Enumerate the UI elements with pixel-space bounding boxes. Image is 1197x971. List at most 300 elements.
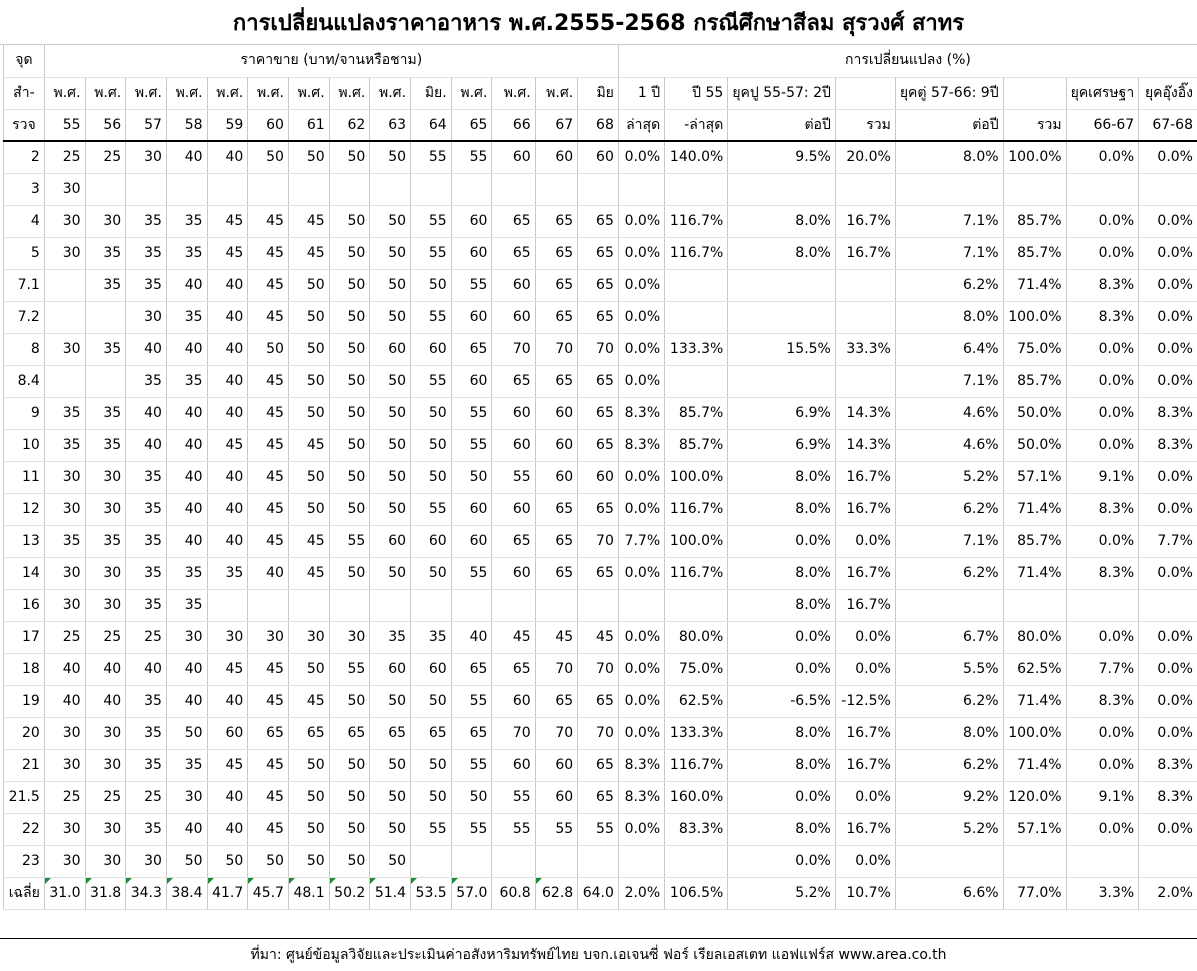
average-row [4,877,1197,909]
table-row-cell: 0.0% [1139,461,1197,493]
table-row-cell: 50 [370,493,411,525]
table-row-cell: 50 [329,365,370,397]
table-row-cell: 0.0% [1139,141,1197,173]
table-row-cell: 60 [492,493,535,525]
average-row-cell: 31.0 [44,877,85,909]
table-row-cell: 20.0% [835,141,895,173]
average-row-cell: 5.2% [728,877,836,909]
table-row-cell: 133.3% [665,717,728,749]
table-row-cell: 45 [248,493,289,525]
table-row-cell [288,173,329,205]
table-row-cell: 30 [126,141,167,173]
header-row-3-cell: ต่อปี [895,109,1003,141]
table-row-cell: 55 [411,493,452,525]
header-row-3-cell: 63 [370,109,411,141]
table-row-cell: 45 [288,429,329,461]
table-row-cell: 50 [207,845,248,877]
table-row-cell: 50 [411,397,452,429]
table-row-cell: 40 [207,141,248,173]
table-row-cell: 55 [411,365,452,397]
table-row-cell: 50 [329,333,370,365]
table-row-cell: 50 [370,685,411,717]
table-row-cell: 50 [288,333,329,365]
table-row-cell: 50 [288,749,329,781]
table-row-cell: 70 [578,717,619,749]
table-row-cell: 35 [370,621,411,653]
average-row-cell: 31.8 [85,877,126,909]
table-row-cell [728,365,836,397]
table-row-cell: 0.0% [618,685,664,717]
table-row-cell: 0.0% [1066,333,1139,365]
table-row-cell: 30 [85,493,126,525]
table-row-cell: 50 [411,429,452,461]
table-row-cell: 8.3% [1139,429,1197,461]
table-row-cell: 50.0% [1003,397,1066,429]
table-row-cell: 65 [492,205,535,237]
table-row-cell: 116.7% [665,749,728,781]
table-row-cell: 8.3% [1066,301,1139,333]
table-row-cell: 85.7% [1003,525,1066,557]
table-row-cell: 45 [248,301,289,333]
table-row-cell: 65 [578,429,619,461]
table-row-cell: 25 [44,621,85,653]
header-row-2-cell: พ.ศ. [329,77,370,109]
table-row-cell: 0.0% [835,621,895,653]
table-row-cell: 0.0% [1066,525,1139,557]
table-row [4,781,1197,813]
table-row-cell: 40 [44,653,85,685]
table-row-cell: 50 [411,685,452,717]
table-row-cell: 7.1% [895,365,1003,397]
table-row-cell: 35 [44,525,85,557]
error-marker-icon [289,878,295,884]
table-row-cell: 0.0% [728,781,836,813]
table-row-cell: 70 [535,333,577,365]
table-row-cell [85,365,126,397]
table-row [4,173,1197,205]
header-row-2-cell: พ.ศ. [248,77,289,109]
table-row-cell [1066,173,1139,205]
table-row-cell [665,589,728,621]
table-row-cell: 60 [492,429,535,461]
table-row-cell: 60 [535,141,577,173]
table-row-cell: 8.3% [1066,557,1139,589]
table-row-cell: 30 [85,461,126,493]
table-row-cell: 100.0% [665,525,728,557]
table-row-cell: 45 [207,237,248,269]
table-row-cell: 60 [451,493,492,525]
table-row-cell [835,269,895,301]
table-row-cell: 55 [411,813,452,845]
table-row-cell: 8 [4,333,45,365]
table-row-cell: 60 [535,781,577,813]
table-row-cell: 50 [288,365,329,397]
table-row-cell: 30 [288,621,329,653]
table-row-cell: 65 [578,365,619,397]
table-row-cell [207,173,248,205]
average-row-cell: 51.4 [370,877,411,909]
table-row-cell [451,589,492,621]
table-row-cell: 40 [207,525,248,557]
table-row-cell: 71.4% [1003,557,1066,589]
table-row-cell: 65 [578,269,619,301]
table-row-cell [1066,845,1139,877]
table-row-cell: 65 [535,237,577,269]
table-row [4,685,1197,717]
table-row-cell: 30 [44,173,85,205]
table-row-cell: 0.0% [618,365,664,397]
table-row-cell: 12 [4,493,45,525]
table-row-cell: 0.0% [1066,237,1139,269]
table-row-cell: 35 [126,557,167,589]
table-row-cell: 30 [85,813,126,845]
table-row-cell: 65 [578,685,619,717]
table-row-cell: 50 [370,461,411,493]
table-row-cell: 55 [492,461,535,493]
table-row-cell: 116.7% [665,493,728,525]
table-row-cell: 40 [207,461,248,493]
table-row-cell: 30 [44,493,85,525]
table-row-cell: 55 [451,749,492,781]
table-row-cell: 0.0% [728,525,836,557]
table-row-cell: 35 [44,397,85,429]
table-row-cell: 60 [535,397,577,429]
table-row-cell [248,173,289,205]
table-row-cell: 60 [492,557,535,589]
table-row-cell: 65 [578,781,619,813]
table-row-cell: 8.0% [728,717,836,749]
table-row-cell: 60 [411,333,452,365]
table-row-cell: 50 [329,685,370,717]
table-row-cell: 70 [578,653,619,685]
table-row-cell: 8.0% [728,589,836,621]
average-row-cell: 77.0% [1003,877,1066,909]
table-row-cell: 60 [535,461,577,493]
average-row-cell: 2.0% [618,877,664,909]
header-row-3-cell: 65 [451,109,492,141]
table-row-cell: 65 [329,717,370,749]
table-row-cell: 116.7% [665,557,728,589]
table-row-cell: 14 [4,557,45,589]
table-row-cell: 60 [492,397,535,429]
table-row-cell: 50 [370,429,411,461]
table-row-cell: 55 [451,397,492,429]
table-row-cell [535,173,577,205]
table-row-cell: 35 [85,525,126,557]
table-row-cell: 30 [44,749,85,781]
header-row-3-cell: 61 [288,109,329,141]
error-marker-icon [86,878,92,884]
header-row-2-cell: พ.ศ. [535,77,577,109]
table-row-cell: 19 [4,685,45,717]
table-row-cell: 65 [370,717,411,749]
table-row-cell: 8.3% [618,397,664,429]
table-row-cell: 55 [451,685,492,717]
table-row-cell: 40 [451,621,492,653]
table-row-cell: 0.0% [618,237,664,269]
header-row-2-cell: พ.ศ. [85,77,126,109]
table-row [4,429,1197,461]
table-row-cell: 8.0% [895,301,1003,333]
table-row-cell: 45 [248,813,289,845]
table-row-cell [492,589,535,621]
table-row-cell: 71.4% [1003,749,1066,781]
header-row-3-cell: 55 [44,109,85,141]
table-row-cell [665,365,728,397]
table-row-cell: 71.4% [1003,269,1066,301]
header-row-2-cell: ยุคตู่ 57-66: 9ปี [895,77,1003,109]
table-row-cell: 65 [578,493,619,525]
table-row-cell: 21 [4,749,45,781]
table-row-cell: 60 [578,141,619,173]
table-row-cell: 60 [492,685,535,717]
table-row-cell: 7.7% [1139,525,1197,557]
table-row-cell: 5 [4,237,45,269]
table-row-cell: 16.7% [835,813,895,845]
table-row-cell: 70 [535,653,577,685]
table-row-cell: 18 [4,653,45,685]
table-row-cell: 0.0% [1139,813,1197,845]
table-row-cell [835,365,895,397]
table-row-cell: 8.0% [728,205,836,237]
table-row-cell: 8.0% [728,557,836,589]
table-row [4,461,1197,493]
average-row-cell: 41.7 [207,877,248,909]
table-row-cell: 35 [126,749,167,781]
table-row-cell: 0.0% [618,557,664,589]
table-row-cell: 85.7% [1003,205,1066,237]
table-row-cell: 45 [578,621,619,653]
table-row-cell: 40 [126,653,167,685]
table-row-cell [1003,845,1066,877]
table-row-cell: 0.0% [835,781,895,813]
table-row-cell: 40 [166,493,207,525]
table-row-cell: 40 [207,813,248,845]
table-row-cell: 16.7% [835,461,895,493]
table-row-cell: 8.3% [1066,493,1139,525]
table-row-cell: 8.0% [728,493,836,525]
table-row-cell: 25 [126,781,167,813]
header-row-3-cell: 66 [492,109,535,141]
table-row-cell: 40 [248,557,289,589]
table-row-cell: 60 [535,749,577,781]
table-row-cell [728,301,836,333]
table-row-cell [578,173,619,205]
table-row-cell: 0.0% [1139,237,1197,269]
table-row-cell [370,173,411,205]
table-row-cell: 50 [370,845,411,877]
table-row-cell: 60 [411,653,452,685]
table-row-cell: 7.2 [4,301,45,333]
table-row-cell: 100.0% [1003,301,1066,333]
table-row-cell [126,173,167,205]
table-row-cell: 8.3% [1066,685,1139,717]
header-row-2-cell [835,77,895,109]
table-row-cell: 65 [578,237,619,269]
table-row-cell: 60 [451,205,492,237]
table-row-cell: 50 [370,397,411,429]
table-row-cell: 50 [411,781,452,813]
table-row-cell: 8.3% [618,781,664,813]
table-row-cell: 45 [207,205,248,237]
table-row-cell: 22 [4,813,45,845]
table-row-cell: 30 [85,749,126,781]
table-row-cell [1139,845,1197,877]
table-row-cell: 0.0% [835,653,895,685]
header-row-3-cell: รวม [835,109,895,141]
table-row-cell: 60 [535,429,577,461]
price-table [3,44,1197,910]
table-row-cell [1066,589,1139,621]
table-row-cell: 0.0% [835,525,895,557]
table-row-cell: 50 [329,461,370,493]
table-row-cell: 75.0% [1003,333,1066,365]
table-row-cell: 0.0% [728,653,836,685]
table-row-cell [578,845,619,877]
table-row-cell: 55 [411,141,452,173]
table-row-cell: 65 [578,301,619,333]
table-row-cell: 65 [451,653,492,685]
table-row-cell: 0.0% [1139,717,1197,749]
table-row-cell: 0.0% [1139,333,1197,365]
table-row-cell: 60 [492,749,535,781]
table-row [4,333,1197,365]
table-row-cell: 45 [535,621,577,653]
table-row-cell: 40 [166,813,207,845]
table-row [4,717,1197,749]
table-row-cell: 16.7% [835,237,895,269]
table-row [4,525,1197,557]
table-row-cell: 0.0% [1066,813,1139,845]
table-row-cell: 30 [44,813,85,845]
table-row-cell: 55 [451,813,492,845]
error-marker-icon [536,878,542,884]
table-row-cell: 50 [411,269,452,301]
table-row-cell: 50 [288,461,329,493]
table-row-cell: 65 [535,205,577,237]
table-row-cell: 70 [492,717,535,749]
table-row-cell: 30 [44,589,85,621]
table-row-cell: 35 [85,397,126,429]
table-row-cell: 35 [411,621,452,653]
table-row-cell: 0.0% [728,621,836,653]
table-row-cell: 8.0% [895,141,1003,173]
table-row-cell: 65 [248,717,289,749]
table-row-cell: 80.0% [665,621,728,653]
table-row-cell: 40 [166,269,207,301]
table-row-cell: 100.0% [1003,141,1066,173]
table-row-cell: 50 [370,205,411,237]
table-row-cell: 7.7% [1066,653,1139,685]
table-row-cell: 50 [329,269,370,301]
table-row-cell: 0.0% [1066,141,1139,173]
error-marker-icon [370,878,376,884]
table-row-cell: 8.3% [1066,269,1139,301]
table-row-cell: 0.0% [618,333,664,365]
table-row-cell: 0.0% [1139,557,1197,589]
table-row-cell: 50 [329,493,370,525]
average-row-cell: 50.2 [329,877,370,909]
table-row-cell: 8.3% [1139,397,1197,429]
table-row-cell [166,173,207,205]
table-row-cell: 80.0% [1003,621,1066,653]
table-row-cell [1139,173,1197,205]
table-row-cell: 30 [44,461,85,493]
header-row-3-cell: 67-68 [1139,109,1197,141]
table-row-cell: 50 [370,557,411,589]
table-row-cell [835,301,895,333]
average-row-cell: 106.5% [665,877,728,909]
table-row-cell: 8.4 [4,365,45,397]
table-row-cell: 40 [126,397,167,429]
table-row-cell: 6.7% [895,621,1003,653]
table-row-cell: 57.1% [1003,813,1066,845]
table-row-cell: 16 [4,589,45,621]
table-row-cell: 40 [207,781,248,813]
header-row-2-cell: ปี 55 [665,77,728,109]
table-row-cell: 8.3% [1139,749,1197,781]
header-row-3-cell: -ล่าสุด [665,109,728,141]
table-row-cell: 16.7% [835,557,895,589]
table-row-cell: 30 [44,333,85,365]
table-row-cell: 8.3% [618,429,664,461]
table-row-cell: 35 [126,237,167,269]
table-row-cell: 65 [492,653,535,685]
table-row-cell [451,173,492,205]
table-row-cell: 50 [166,717,207,749]
error-marker-icon [45,878,51,884]
table-row-cell: 116.7% [665,205,728,237]
table-row-cell: 3 [4,173,45,205]
table-row-cell: -6.5% [728,685,836,717]
table-row-cell: 0.0% [618,493,664,525]
table-row-cell: 40 [207,269,248,301]
table-row-cell: 50 [370,237,411,269]
table-row-cell: 0.0% [618,461,664,493]
table-row-cell: 50 [288,493,329,525]
table-row-cell [411,173,452,205]
table-row-cell: 0.0% [1066,717,1139,749]
table-row-cell [85,301,126,333]
table-row-cell: 60 [370,333,411,365]
table-row [4,237,1197,269]
table-row-cell: 60 [451,301,492,333]
table-row-cell: 65 [578,749,619,781]
table-row-cell: 35 [44,429,85,461]
table-row-cell [578,589,619,621]
table-row-cell: 0.0% [1139,685,1197,717]
table-row-cell: 50 [288,781,329,813]
header-row-2-cell: พ.ศ. [370,77,411,109]
table-row-cell: 50 [329,749,370,781]
table-row-cell [835,173,895,205]
table-row [4,749,1197,781]
table-row-cell: 21.5 [4,781,45,813]
table-row-cell: 40 [166,397,207,429]
table-row-cell: 0.0% [1139,205,1197,237]
table-row-cell: 9.2% [895,781,1003,813]
table-row-cell: 0.0% [618,205,664,237]
table-row-cell: 65 [288,717,329,749]
table-row-cell: 45 [248,269,289,301]
table-row-cell: 55 [492,813,535,845]
table-row-cell: 35 [126,461,167,493]
table-row-cell: 5.2% [895,813,1003,845]
table-row-cell: 45 [248,685,289,717]
table-row-cell: 45 [248,749,289,781]
table-row-cell: 45 [248,461,289,493]
error-marker-icon [167,878,173,884]
